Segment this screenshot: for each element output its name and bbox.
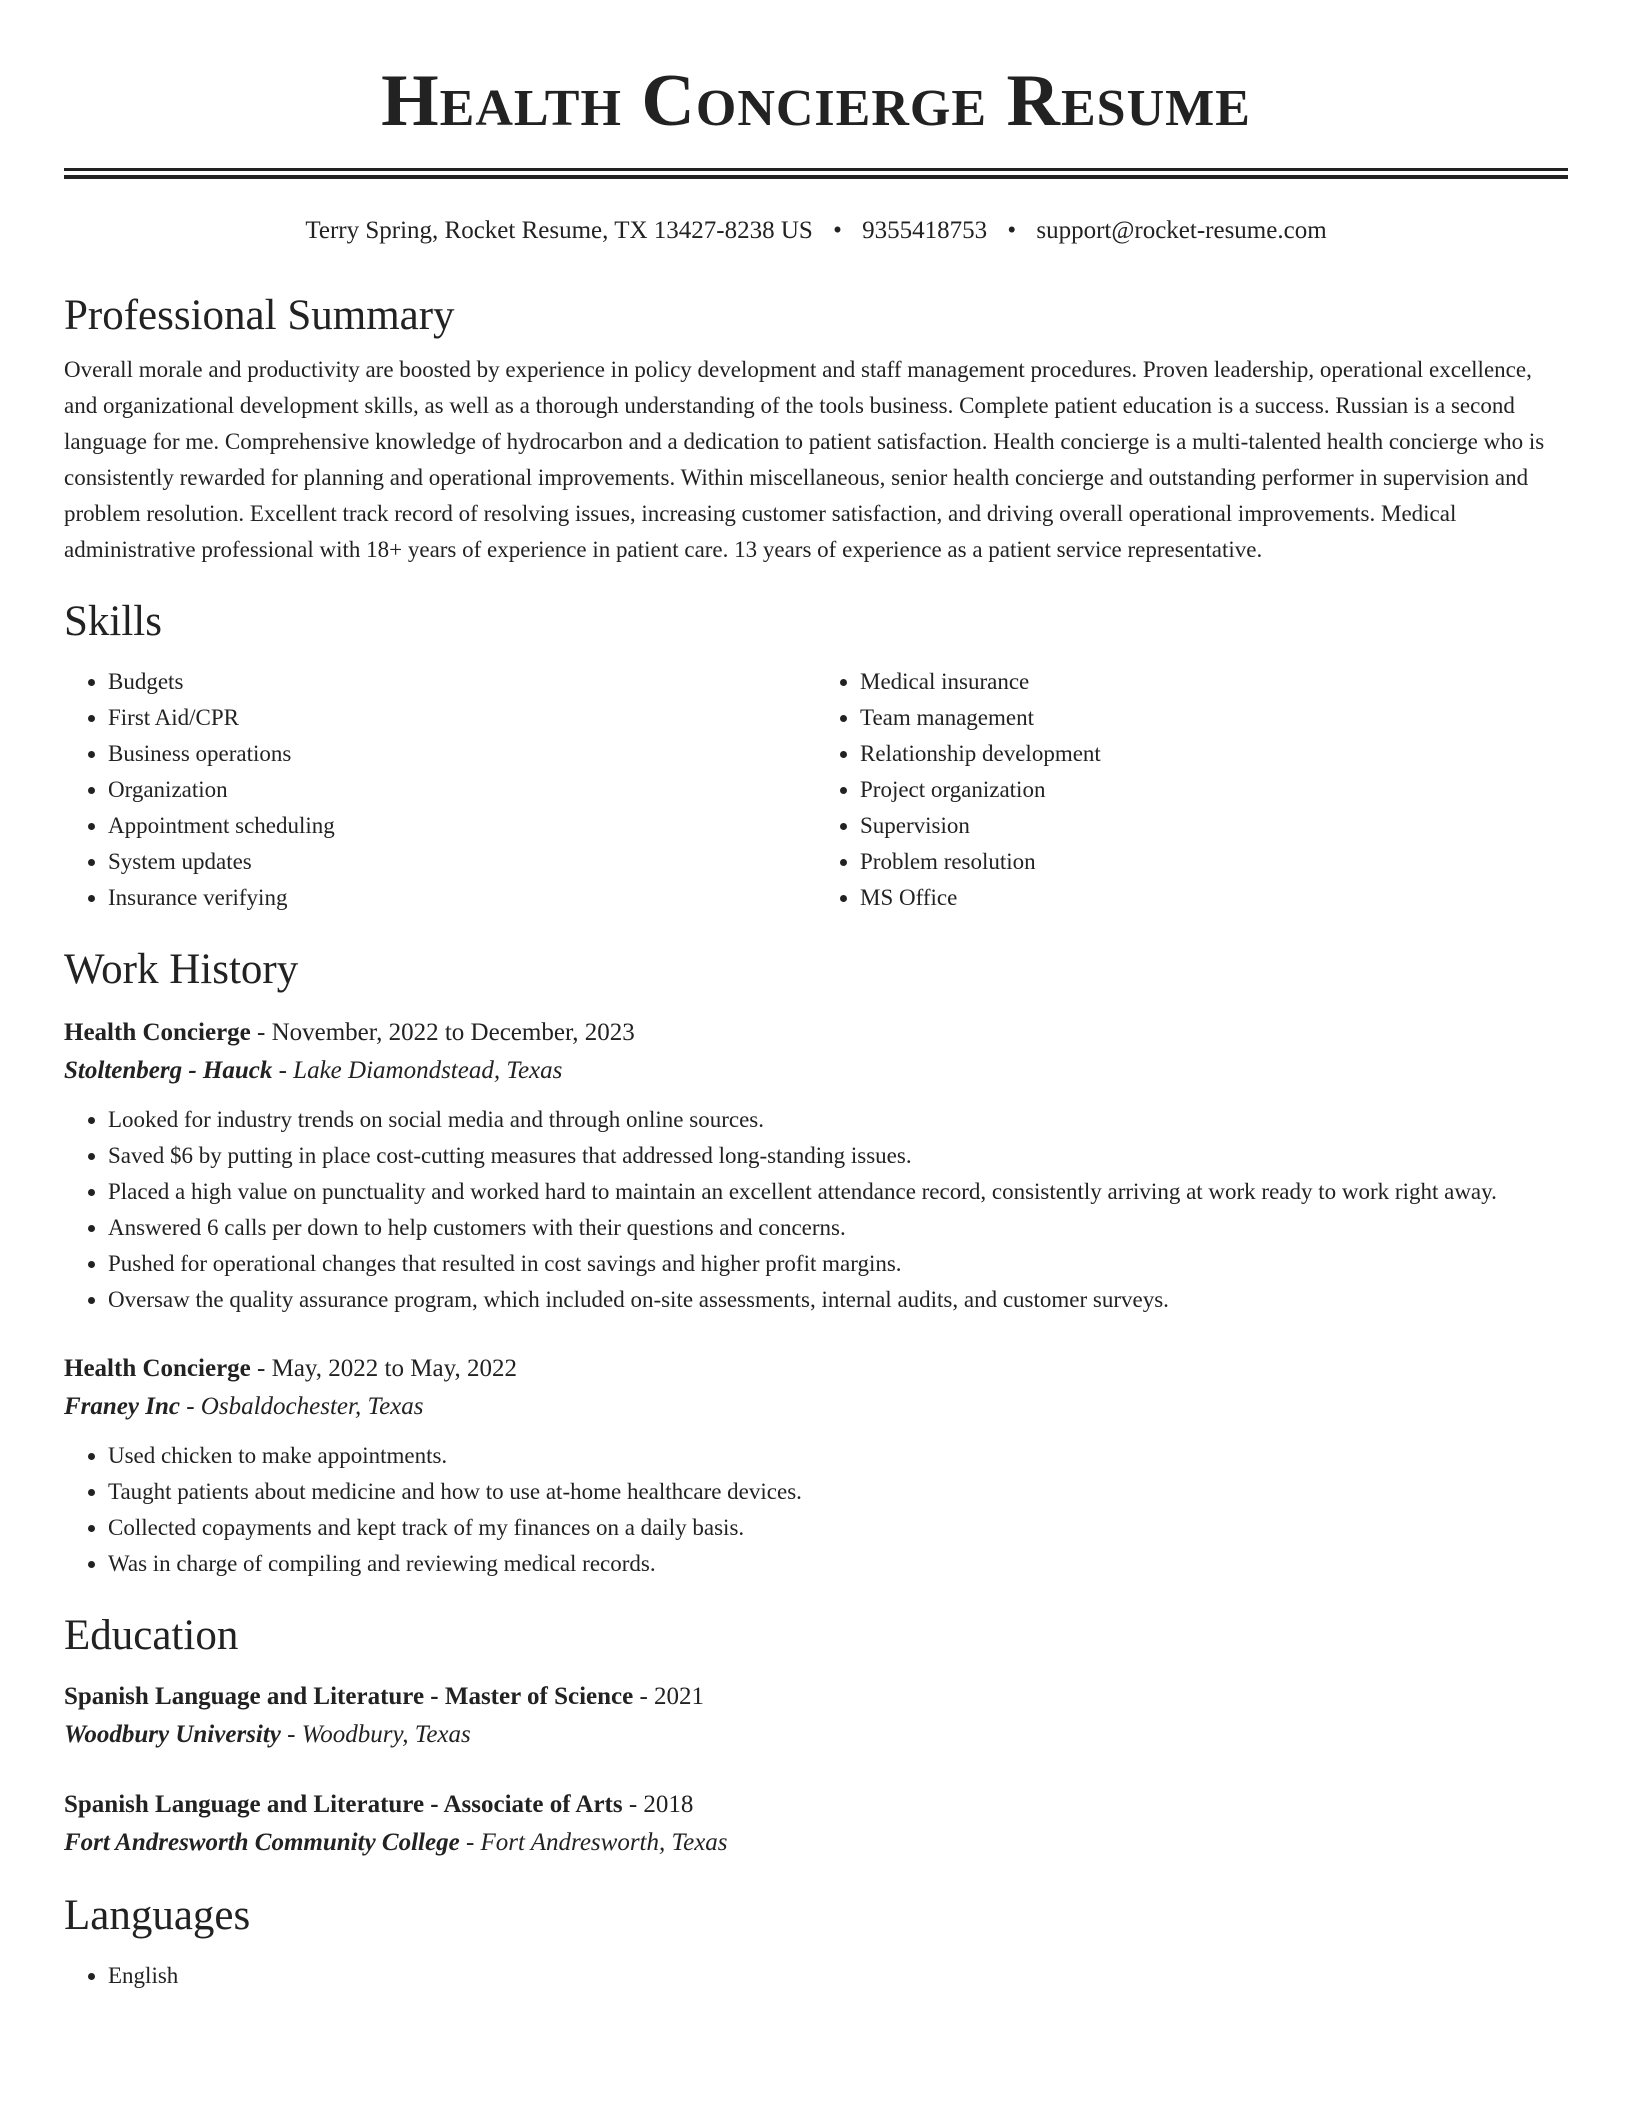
education-year: - 2021 — [633, 1683, 705, 1710]
skill-item: • Insurance verifying — [108, 880, 816, 916]
job-duty: • Taught patients about medicine and how to use at-home healthcare devices. — [108, 1474, 1568, 1510]
contact-address: Terry Spring, Rocket Resume, TX 13427-8238 US — [305, 217, 813, 244]
education-school: Woodbury University — [64, 1721, 281, 1748]
education-degree-line — [64, 1786, 1568, 1824]
education-school: Fort Andresworth Community College — [64, 1829, 460, 1856]
summary-heading: Professional Summary — [64, 292, 455, 339]
skill-item: • Supervision — [860, 808, 1568, 844]
skill-item: • Problem resolution — [860, 844, 1568, 880]
job-title: Health Concierge — [64, 1019, 251, 1046]
education-school-line — [64, 1824, 1568, 1862]
contact-separator: • — [833, 217, 842, 244]
job-header — [64, 1350, 1568, 1388]
education-degree: Spanish Language and Literature - Associate of Arts — [64, 1791, 623, 1818]
education-school-line — [64, 1716, 1568, 1754]
job-employer — [64, 1052, 1568, 1090]
contact-line — [64, 215, 1568, 247]
languages-section — [64, 1888, 1568, 1994]
job-duty: • Looked for industry trends on social media and through online sources. — [108, 1102, 1568, 1138]
skill-item: • Medical insurance — [860, 664, 1568, 700]
summary-section — [64, 288, 1568, 568]
skill-item: • Project organization — [860, 772, 1568, 808]
education-location: - Fort Andresworth, Texas — [459, 1829, 728, 1856]
job-duty: • Collected copayments and kept track of my finances on a daily basis. — [108, 1510, 1568, 1546]
job-employer — [64, 1388, 1568, 1426]
job-duty: • Was in charge of compiling and reviewing medical records. — [108, 1546, 1568, 1582]
education-section — [64, 1608, 1568, 1862]
summary-text: Overall morale and productivity are boosted by experience in policy development and staff management procedures. Proven leadership, operational excellence, and organizational development skills, as well as a thorough understanding of the tools business. Complete patient education is a success. Russian is a second language for me. Comprehensive knowledge of hydrocarbon and a dedication to patient satisfaction. Health concierge is a multi-talented health concierge who is consistently rewarded for planning and operational improvements. Within miscellaneous, senior health concierge and outstanding performer in supervision and problem resolution. Excellent track record of resolving issues, increasing customer satisfaction, and driving overall operational improvements. Medical administrative professional with 18+ years of experience in patient care. 13 years of experience as a patient service representative. — [64, 357, 1545, 562]
resume-title: Health Concierge Resume — [381, 60, 1251, 142]
job-duty: • Used chicken to make appointments. — [108, 1438, 1568, 1474]
job-title: Health Concierge — [64, 1355, 251, 1382]
skills-section — [64, 594, 1568, 916]
skill-item: • First Aid/CPR — [108, 700, 816, 736]
language-item: • English — [108, 1958, 1568, 1994]
job-duty: • Placed a high value on punctuality and worked hard to maintain an excellent attendance record, consistently arriving at work ready to work right away. — [108, 1174, 1568, 1210]
education-year: - 2018 — [622, 1791, 694, 1818]
languages-list — [64, 1958, 1568, 1994]
education-entry — [64, 1678, 1568, 1754]
skill-item: • Relationship development — [860, 736, 1568, 772]
skills-columns — [64, 664, 1568, 916]
job-entry — [64, 1350, 1568, 1582]
work-history-section — [64, 942, 1568, 1582]
job-dates: - May, 2022 to May, 2022 — [250, 1355, 517, 1382]
job-duty: • Oversaw the quality assurance program, which included on-site assessments, internal audits, and customer surveys. — [108, 1282, 1568, 1318]
job-duty: • Pushed for operational changes that resulted in cost savings and higher profit margins. — [108, 1246, 1568, 1282]
job-company: Stoltenberg - Hauck — [64, 1057, 273, 1084]
job-duty: • Saved $6 by putting in place cost-cutting measures that addressed long-standing issues. — [108, 1138, 1568, 1174]
skills-list-left — [64, 664, 816, 916]
education-entry — [64, 1786, 1568, 1862]
skill-item: • Budgets — [108, 664, 816, 700]
job-entry — [64, 1014, 1568, 1318]
job-location: - Lake Diamondstead, Texas — [272, 1057, 563, 1084]
contact-separator: • — [1007, 217, 1017, 244]
job-duties — [64, 1102, 1568, 1318]
title-divider-secondary — [64, 175, 1568, 179]
job-dates: - November, 2022 to December, 2023 — [250, 1019, 635, 1046]
title-divider — [64, 168, 1568, 171]
job-duty: • Answered 6 calls per down to help customers with their questions and concerns. — [108, 1210, 1568, 1246]
languages-heading: Languages — [64, 1892, 251, 1939]
work-history-heading: Work History — [64, 946, 299, 993]
job-duties — [64, 1438, 1568, 1582]
contact-email: support@rocket-resume.com — [1036, 217, 1327, 244]
job-header — [64, 1014, 1568, 1052]
job-company: Franey Inc — [64, 1393, 180, 1420]
skill-item: • Team management — [860, 700, 1568, 736]
skill-item: • Organization — [108, 772, 816, 808]
skill-item: • Business operations — [108, 736, 816, 772]
skill-item: • Appointment scheduling — [108, 808, 816, 844]
education-degree-line — [64, 1678, 1568, 1716]
contact-phone: 9355418753 — [862, 217, 988, 244]
education-degree: Spanish Language and Literature - Master of Science — [64, 1683, 634, 1710]
skill-item: • MS Office — [860, 880, 1568, 916]
education-location: - Woodbury, Texas — [280, 1721, 471, 1748]
education-heading: Education — [64, 1612, 239, 1659]
job-location: - Osbaldochester, Texas — [179, 1393, 424, 1420]
skills-heading: Skills — [64, 598, 162, 645]
skill-item: • System updates — [108, 844, 816, 880]
skills-list-right — [816, 664, 1568, 916]
resume-body — [64, 288, 1568, 1994]
